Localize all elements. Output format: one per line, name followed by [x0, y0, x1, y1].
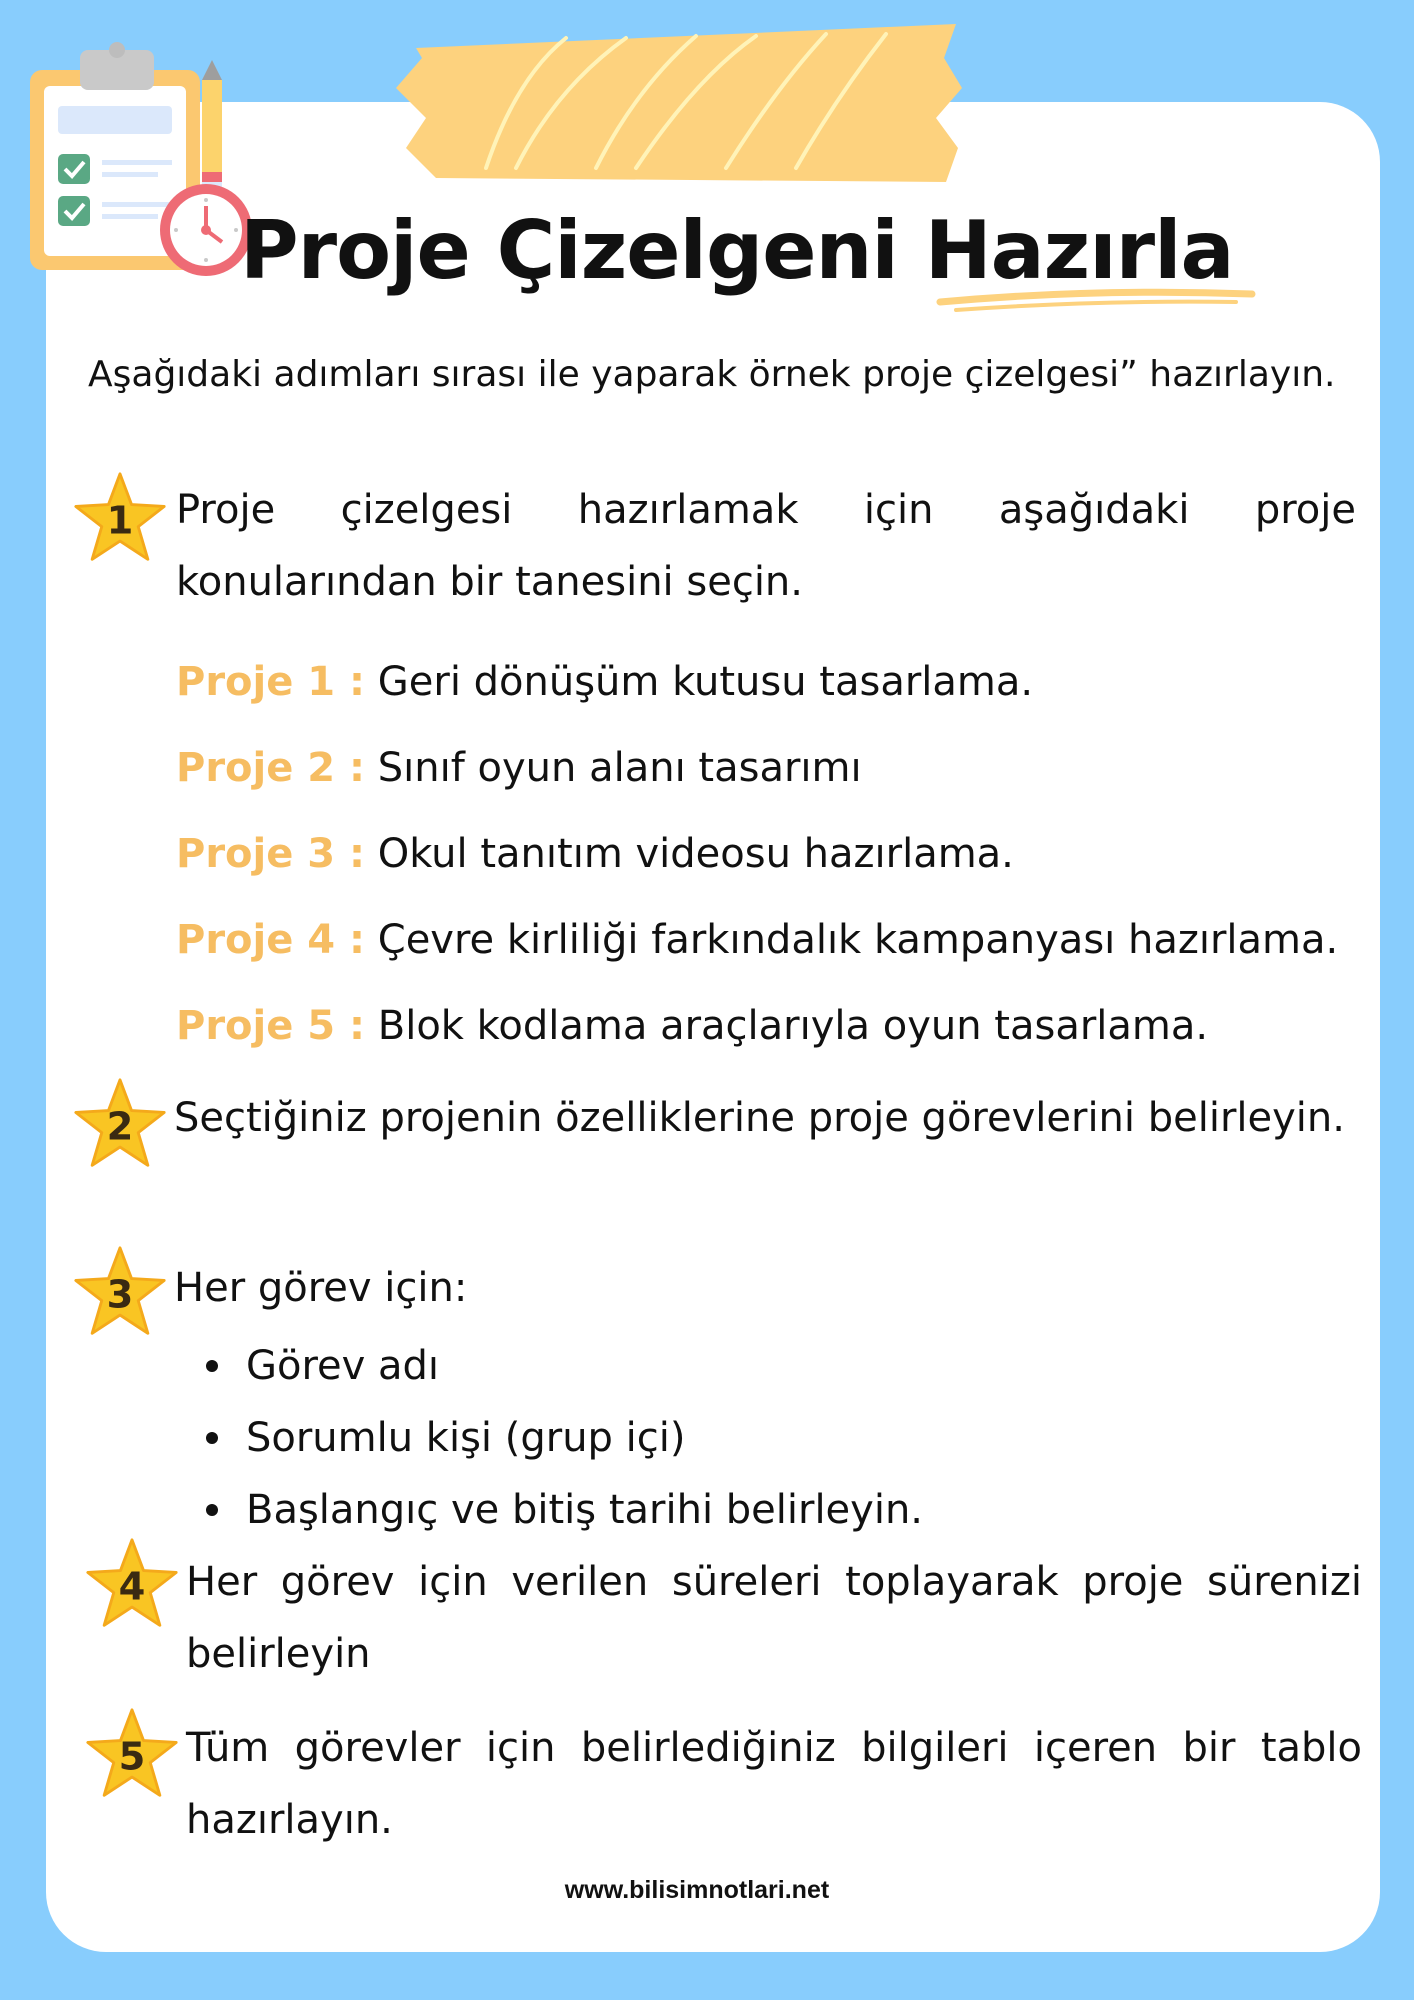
- project-4-label: Proje 4 :: [176, 917, 366, 963]
- step-2-star-icon: [72, 1076, 168, 1172]
- step-5-star-icon: [84, 1706, 180, 1802]
- project-3-label: Proje 3 :: [176, 831, 366, 877]
- project-2-label: Proje 2 :: [176, 745, 366, 791]
- step-4-text: Her görev için verilen süreleri toplayarak proje sürenizi belirleyin: [186, 1559, 1362, 1677]
- step-1-star-icon: [72, 470, 168, 566]
- pencil-icon: [202, 60, 222, 194]
- footer-url: www.bilisimnotlari.net: [564, 1876, 830, 1904]
- project-1-label: Proje 1 :: [176, 659, 366, 705]
- list-item: Sorumlu kişi (grup içi): [200, 1402, 923, 1474]
- project-1-text: Geri dönüşüm kutusu tasarlama.: [377, 659, 1034, 705]
- step-4-number: 4: [118, 1564, 146, 1610]
- alarm-clock-icon: [160, 184, 252, 276]
- clipboard-checklist-icon: [26, 36, 252, 286]
- step-2-text: Seçtiğiniz projenin özelliklerine proje görevlerini belirleyin.: [174, 1095, 1345, 1141]
- step-5-number: 5: [118, 1734, 146, 1780]
- project-4-text: Çevre kirliliği farkındalık kampanyası hazırlama.: [377, 917, 1339, 963]
- step-3-star-icon: [72, 1244, 168, 1340]
- intro-text: Aşağıdaki adımları sırası ile yaparak örnek proje çizelgesi” hazırlayın.: [88, 354, 1336, 395]
- project-2-text: Sınıf oyun alanı tasarımı: [377, 745, 862, 791]
- project-3: [176, 826, 1014, 882]
- page-title: Proje Çizelgeni Hazırla: [240, 204, 1234, 297]
- step-3-text: Her görev için:: [174, 1265, 468, 1311]
- project-3-text: Okul tanıtım videosu hazırlama.: [377, 831, 1014, 877]
- project-5-label: Proje 5 :: [176, 1003, 366, 1049]
- task-fields-list: [200, 1330, 923, 1546]
- title-underline: [936, 284, 1256, 314]
- step-3-number: 3: [106, 1272, 134, 1318]
- step-1-text: Proje çizelgesi hazırlamak için aşağıdaki proje konularından bir tanesini seçin.: [176, 487, 1356, 605]
- project-4: [176, 912, 1338, 968]
- project-2: [176, 740, 862, 796]
- step-1-number: 1: [106, 498, 134, 544]
- list-item: Görev adı: [200, 1330, 923, 1402]
- project-5: [176, 998, 1208, 1054]
- step-5-text: Tüm görevler için belirlediğiniz bilgileri içeren bir tablo hazırlayın.: [186, 1725, 1362, 1843]
- tape-decoration: [396, 18, 966, 186]
- project-1: [176, 654, 1033, 710]
- step-2-number: 2: [106, 1104, 134, 1150]
- list-item: Başlangıç ve bitiş tarihi belirleyin.: [200, 1474, 923, 1546]
- step-4-star-icon: [84, 1536, 180, 1632]
- project-5-text: Blok kodlama araçlarıyla oyun tasarlama.: [377, 1003, 1209, 1049]
